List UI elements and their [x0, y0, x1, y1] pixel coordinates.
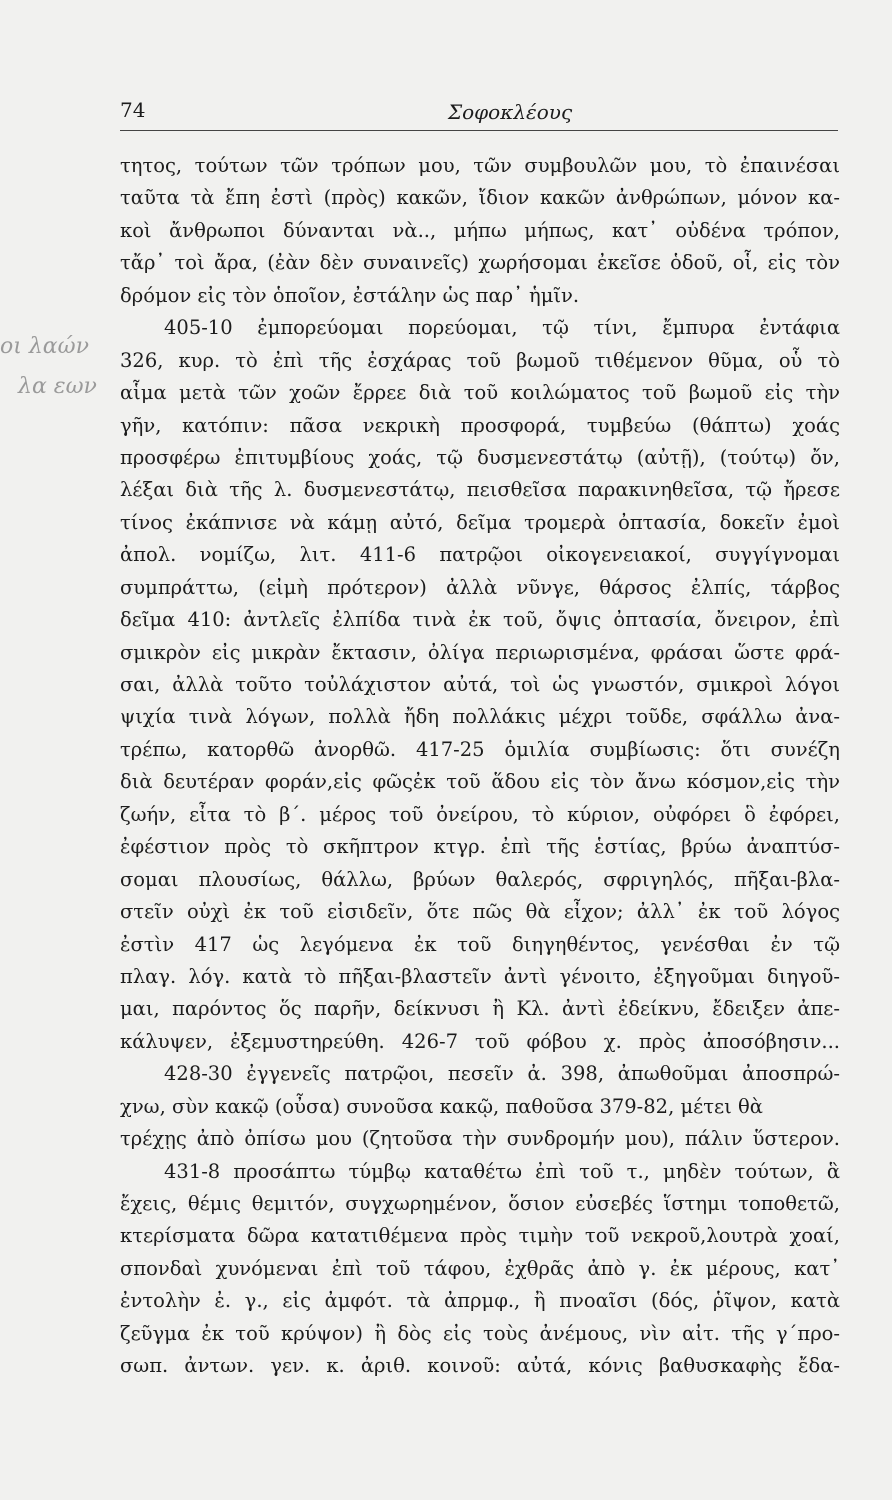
text-line: προσφέρω ἐπιτυμβίους χοάς, τῷ δυσμενεστάτῳ (αὐτῇ), (τούτῳ) ὄν, [120, 445, 840, 469]
text-line: ἐντολὴν ἐ. γ., εἰς ἀμφότ. τὰ ἀπρμφ., ἢ πνοαῖσι (δός, ῥῖψον, κατὰ [120, 1289, 840, 1313]
text-line: τρέχῃς ἀπὸ ὀπίσω μου (ζητοῦσα τὴν συνδρομήν μου), πάλιν ὕστερον. [120, 1127, 840, 1151]
text-line: 428-30 ἐγγενεῖς πατρῷοι, πεσεῖν ἀ. 398, ἀπωθοῦμαι ἀποσπρώ- [164, 1062, 840, 1086]
text-line: σμικρὸν εἰς μικρὰν ἔκτασιν, ὀλίγα περιωρισμένα, φράσαι ὥστε φρά- [120, 640, 840, 664]
text-line: πλαγ. λόγ. κατὰ τὸ πῆξαι-βλαστεῖν ἀντὶ γένοιτο, ἐξηγοῦμαι διηγοῦ- [120, 964, 840, 988]
margin-handwritten-note: λα εων [18, 374, 97, 399]
text-line: δρόμον εἰς τὸν ὁποῖον, ἐστάλην ὡς παρ᾿ ἡμῖν. [120, 283, 580, 307]
text-line: αἷμα μετὰ τῶν χοῶν ἔρρεε διὰ τοῦ κοιλώματος τοῦ βωμοῦ εἰς τὴν [120, 381, 840, 405]
text-line: ζεῦγμα ἐκ τοῦ κρύψον) ἢ δὸς εἰς τοὺς ἀνέμους, νὶν αἰτ. τῆς γ΄προ- [120, 1321, 840, 1345]
text-line: σωπ. ἀντων. γεν. κ. ἀριθ. κοινοῦ: αὐτά, κόνις βαθυσκαφὴς ἔδα- [120, 1354, 840, 1378]
text-line: κοὶ ἄνθρωποι δύνανται νὰ.., μήπω μήπως, κατ᾿ οὐδένα τρόπον, [120, 218, 840, 242]
margin-handwritten-note: οι λαών [0, 334, 89, 359]
text-line: σαι, ἀλλὰ τοῦτο τοὐλάχιστον αὐτά, τοὶ ὡς γνωστόν, σμικροὶ λόγοι [120, 673, 840, 696]
text-line: συμπράττω, (εἰμὴ πρότερον) ἀλλὰ νῦνγε, θάρσος ἐλπίς, τάρβος [120, 575, 840, 599]
text-line: ἐστὶν 417 ὡς λεγόμενα ἐκ τοῦ διηγηθέντος, γενέσθαι ἐν τῷ [120, 932, 840, 956]
text-line: μαι, παρόντος ὅς παρῆν, δείκνυσι ἢ Κλ. ἀντὶ ἐδείκνυ, ἔδειξεν ἀπε- [120, 997, 840, 1021]
text-line: τίνος ἐκάπνισε νὰ κάμῃ αὐτό, δεῖμα τρομερὰ ὀπτασία, δοκεῖν ἐμοὶ [120, 510, 840, 534]
text-line: 405-10 ἐμπορεύομαι πορεύομαι, τῷ τίνι, ἔμπυρα ἐντάφια [164, 316, 840, 340]
running-head: Σοφοκλέους [448, 100, 573, 124]
text-line: τητος, τούτων τῶν τρόπων μου, τῶν συμβουλῶν μου, τὸ ἐπαινέσαι [120, 154, 840, 177]
text-line: ψιχία τινὰ λόγων, πολλὰ ἤδη πολλάκις μέχρι τοῦδε, σφάλλω ἀνα- [120, 705, 840, 729]
header-rule [120, 130, 838, 131]
text-line: ἀπολ. νομίζω, λιτ. 411-6 πατρῷοι οἰκογενειακοί, συγγίγνομαι [120, 543, 840, 567]
text-line: λέξαι διὰ τῆς λ. δυσμενεστάτῳ, πεισθεῖσα παρακινηθεῖσα, τῷ ἤρεσε [120, 478, 840, 502]
text-line: ἔχεις, θέμις θεμιτόν, συγχωρημένον, ὅσιον εὐσεβές ἵστημι τοποθετῶ, [120, 1192, 840, 1215]
text-line: στεῖν οὐχὶ ἐκ τοῦ εἰσιδεῖν, ὅτε πῶς θὰ εἶχον; ἀλλ᾿ ἐκ τοῦ λόγος [120, 900, 840, 924]
text-line: ζωήν, εἶτα τὸ β΄. μέρος τοῦ ὀνείρου, τὸ κύριον, οὐφόρει ὃ ἐφόρει, [120, 802, 840, 826]
text-line: διὰ δευτέραν φοράν,εἰς φῶςἐκ τοῦ ἅδου εἰς τὸν ἄνω κόσμον,εἰς τὴν [120, 770, 840, 794]
text-line: κάλυψεν, ἐξεμυστηρεύθη. 426-7 τοῦ φόβου χ. πρὸς ἀποσόβησιν... [120, 1029, 840, 1053]
text-line: τἄρ᾿ τοὶ ἄρα, (ἐὰν δὲν συναινεῖς) χωρήσομαι ἐκεῖσε ὁδοῦ, οἷ, εἰς τὸν [120, 251, 840, 275]
text-line: 431-8 προσάπτω τύμβῳ καταθέτω ἐπὶ τοῦ τ., μηδὲν τούτων, ἃ [164, 1159, 840, 1183]
text-line: ταῦτα τὰ ἔπη ἐστὶ (πρὸς) κακῶν, ἴδιον κακῶν ἀνθρώπων, μόνον κα- [120, 186, 840, 210]
page-number: 74 [120, 98, 146, 122]
text-line: χνω, σὺν κακῷ (οὖσα) συνοῦσα κακῷ, παθοῦσα 379-82, μέτει θὰ [120, 1094, 763, 1118]
text-line: γῆν, κατόπιν: πᾶσα νεκρικὴ προσφορά, τυμβεύω (θάπτω) χοάς [120, 413, 840, 437]
text-line: ἐφέστιον πρὸς τὸ σκῆπτρον κτγρ. ἐπὶ τῆς ἑστίας, βρύω ἀναπτύσ- [120, 835, 840, 859]
commentary-text [120, 150, 840, 1383]
text-line: τρέπω, κατορθῶ ἀνορθῶ. 417-25 ὁμιλία συμβίωσις: ὅτι συνέζη [120, 737, 840, 761]
text-line: 326, κυρ. τὸ ἐπὶ τῆς ἐσχάρας τοῦ βωμοῦ τιθέμενον θῦμα, οὗ τὸ [120, 348, 840, 372]
text-line: δεῖμα 410: ἀντλεῖς ἐλπίδα τινὰ ἐκ τοῦ, ὄψις ὀπτασία, ὄνειρον, ἐπὶ [120, 608, 840, 632]
text-line: σομαι πλουσίως, θάλλω, βρύων θαλερός, σφριγηλός, πῆξαι-βλα- [120, 867, 840, 891]
text-line: σπονδαὶ χυνόμεναι ἐπὶ τοῦ τάφου, ἐχθρᾶς ἀπὸ γ. ἐκ μέρους, κατ᾿ [120, 1256, 840, 1280]
text-line: κτερίσματα δῶρα κατατιθέμενα πρὸς τιμὴν τοῦ νεκροῦ,λουτρὰ χοαί, [120, 1224, 840, 1248]
